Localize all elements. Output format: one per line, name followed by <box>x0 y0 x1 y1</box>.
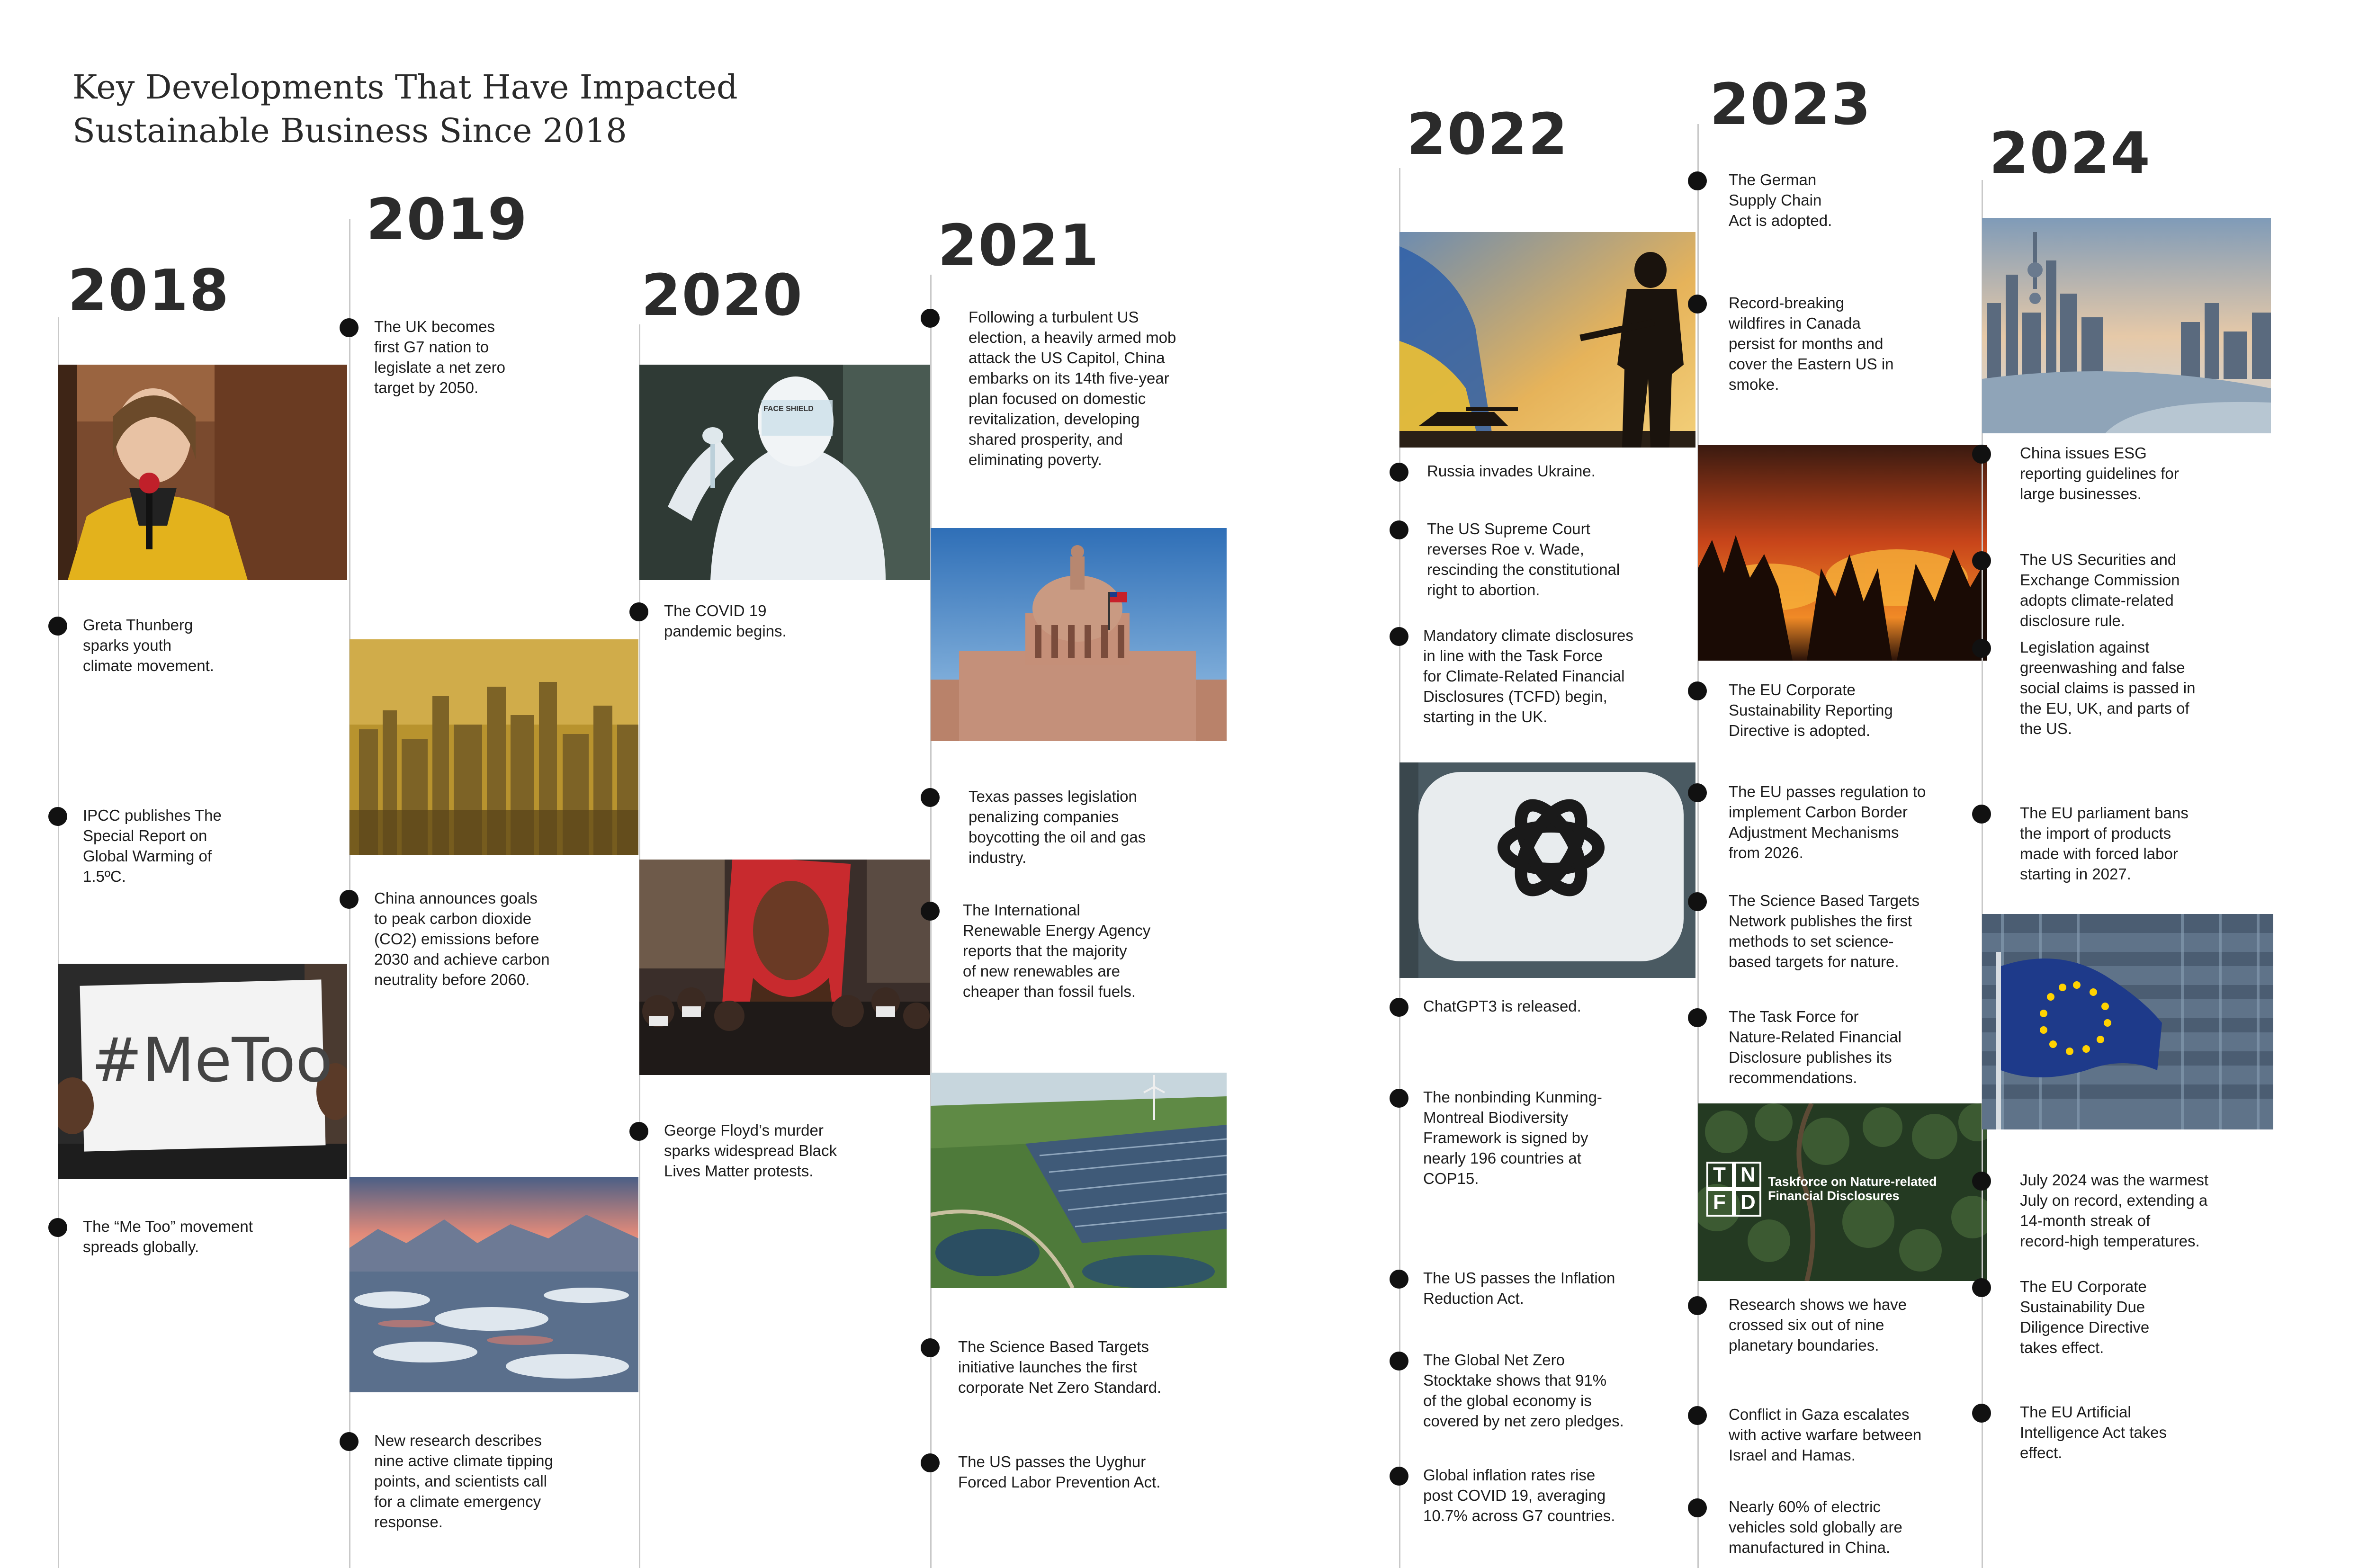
timeline-dot-icon <box>921 1338 940 1357</box>
tnfd-letter: D <box>1740 1191 1756 1214</box>
event-text: Research shows we have crossed six out of nine planetary boundaries. <box>1729 1296 1907 1354</box>
timeline-dot-icon <box>921 788 940 807</box>
timeline-dot-icon <box>1688 295 1707 314</box>
event-text: The nonbinding Kunming- Montreal Biodiversity Framework is signed by nearly 196 countries at COP15. <box>1423 1088 1602 1187</box>
photo-shanghai-skyline <box>1982 218 2271 433</box>
photo-ukraine-soldier <box>1399 232 1695 448</box>
tnfd-letter: F <box>1713 1191 1726 1214</box>
timeline-dot-icon <box>921 309 940 328</box>
timeline-dot-icon <box>629 602 648 621</box>
event-text: The Task Force for Nature-Related Financial Disclosure publishes its recommendations. <box>1729 1008 1902 1086</box>
event-text: George Floyd’s murder sparks widespread Black Lives Matter protests. <box>664 1121 837 1180</box>
event-text: Greta Thunberg sparks youth climate movement. <box>83 616 214 674</box>
timeline-dot-icon <box>1390 463 1408 482</box>
photo-greta-thunberg <box>58 365 347 580</box>
year-label: 2024 <box>1989 121 2151 187</box>
photo-tnfd-forest <box>1698 1103 1987 1281</box>
timeline-dot-icon <box>1688 1498 1707 1517</box>
photo-blm-protest <box>639 860 931 1075</box>
timeline-dot-icon <box>1688 171 1707 190</box>
tnfd-letter: T <box>1713 1163 1726 1186</box>
timeline-dot-icon <box>48 1218 67 1237</box>
photo-solar-farm <box>931 1073 1227 1288</box>
timeline-dot-icon <box>629 1122 648 1141</box>
photo-melting-ice <box>350 1177 638 1392</box>
event-text: The EU Artificial Intelligence Act takes effect. <box>2020 1403 2167 1461</box>
timeline-dot-icon <box>340 318 359 337</box>
photo-chatgpt-app <box>1399 762 1695 978</box>
event-text: Texas passes legislation penalizing companies boycotting the oil and gas industry. <box>969 788 1146 866</box>
year-label: 2020 <box>641 263 803 329</box>
timeline-dot-icon <box>1972 1278 1991 1297</box>
event-text: ChatGPT3 is released. <box>1423 997 1581 1015</box>
photo-eu-flag <box>1982 914 2273 1129</box>
event-text: Nearly 60% of electric vehicles sold globally are manufactured in China. <box>1729 1498 1902 1556</box>
event-text: The COVID 19 pandemic begins. <box>664 602 787 640</box>
event-text: Following a turbulent US election, a heavily armed mob attack the US Capitol, China embarks on its 14th five-year plan focused on domestic revitalization, developing shared prosperity, and eliminating poverty. <box>969 308 1176 468</box>
year-label: 2018 <box>68 258 230 324</box>
event-text: IPCC publishes The Special Report on Global Warming of 1.5ºC. <box>83 806 222 885</box>
timeline-dot-icon <box>1390 627 1408 646</box>
event-text: The “Me Too” movement spreads globally. <box>83 1218 253 1255</box>
timeline-dot-icon <box>1688 1008 1707 1027</box>
event-text: The EU passes regulation to implement Carbon Border Adjustment Mechanisms from 2026. <box>1729 783 1926 861</box>
event-text: The US Securities and Exchange Commission adopts climate-related disclosure rule. <box>2020 551 2180 629</box>
timeline-dot-icon <box>1688 1296 1707 1315</box>
event-text: The UK becomes first G7 nation to legislate a net zero target by 2050. <box>374 318 506 396</box>
event-text: The Global Net Zero Stocktake shows that 91% of the global economy is covered by net zero pledges. <box>1423 1351 1624 1430</box>
photo-wildfire <box>1698 445 1987 661</box>
timeline-dot-icon <box>1390 1270 1408 1289</box>
event-text: The Science Based Targets Network publishes the first methods to set science- based targets for nature. <box>1729 892 1920 970</box>
event-text: The US passes the Inflation Reduction Act. <box>1423 1269 1615 1307</box>
timeline-dot-icon <box>1390 1467 1408 1486</box>
tnfd-letter: N <box>1740 1163 1756 1186</box>
timeline-dot-icon <box>1972 805 1991 824</box>
event-text: Legislation against greenwashing and false social claims is passed in the EU, UK, and parts of the US. <box>2020 638 2196 737</box>
photo-texas-capitol <box>931 528 1227 741</box>
timeline-dot-icon <box>340 1432 359 1451</box>
event-text: Mandatory climate disclosures in line with the Task Force for Climate-Related Financial Disclosures (TCFD) begin, starting in the UK. <box>1423 627 1633 726</box>
metoo-sign-text: #MeToo <box>91 1025 333 1096</box>
event-text: Conflict in Gaza escalates with active warfare between Israel and Hamas. <box>1729 1406 1922 1464</box>
timeline-dot-icon <box>921 902 940 921</box>
timeline-line <box>930 275 932 1568</box>
timeline-dot-icon <box>340 890 359 909</box>
timeline-dot-icon <box>1972 1404 1991 1423</box>
timeline-dot-icon <box>1390 520 1408 539</box>
event-text: New research describes nine active climate tipping points, and scientists call for a climate emergency response. <box>374 1432 553 1531</box>
tnfd-caption: Taskforce on Nature-related Financial Disclosures <box>1768 1174 1937 1203</box>
timeline-dot-icon <box>921 1453 940 1472</box>
event-text: Record-breaking wildfires in Canada persist for months and cover the Eastern US in smoke. <box>1729 294 1894 393</box>
event-text: The EU Corporate Sustainability Reporting Directive is adopted. <box>1729 681 1893 739</box>
event-text: China issues ESG reporting guidelines for large businesses. <box>2020 444 2179 502</box>
chatgpt-label: ChatGPT <box>1493 920 1636 968</box>
event-text: The US passes the Uyghur Forced Labor Prevention Act. <box>958 1453 1161 1491</box>
timeline-dot-icon <box>1688 892 1707 911</box>
timeline-dot-icon <box>1390 998 1408 1017</box>
event-text: The EU parliament bans the import of products made with forced labor starting in 2027. <box>2020 804 2189 883</box>
timeline-dot-icon <box>1972 1172 1991 1191</box>
timeline-dot-icon <box>1688 681 1707 700</box>
page-title: Key Developments That Have Impacted Sustainable Business Since 2018 <box>72 68 738 150</box>
year-label: 2021 <box>938 213 1100 279</box>
photo-covid-ppe <box>639 365 931 580</box>
photo-metoo <box>58 964 347 1179</box>
timeline-dot-icon <box>48 807 67 826</box>
timeline-dot-icon <box>48 617 67 636</box>
timeline-dot-icon <box>1688 783 1707 802</box>
event-text: Russia invades Ukraine. <box>1427 462 1596 480</box>
timeline-dot-icon <box>1390 1089 1408 1108</box>
year-label: 2022 <box>1407 102 1569 168</box>
year-label: 2019 <box>366 187 528 253</box>
timeline-dot-icon <box>1972 551 1991 570</box>
timeline-line <box>1697 124 1699 1568</box>
timeline-dot-icon <box>1972 445 1991 464</box>
face-shield-text: FACE SHIELD <box>763 405 814 413</box>
timeline-dot-icon <box>1688 1406 1707 1425</box>
event-text: The EU Corporate Sustainability Due Diligence Directive takes effect. <box>2020 1278 2150 1356</box>
event-text: The International Renewable Energy Agency reports that the majority of new renewables are cheaper than fossil fuels. <box>963 901 1151 1000</box>
timeline-dot-icon <box>1972 639 1991 658</box>
event-text: The US Supreme Court reverses Roe v. Wade, rescinding the constitutional right to abortion. <box>1427 520 1620 599</box>
event-text: July 2024 was the warmest July on record, extending a 14-month streak of record-high temperatures. <box>2020 1171 2209 1250</box>
event-text: The Science Based Targets initiative launches the first corporate Net Zero Standard. <box>958 1338 1162 1396</box>
event-text: China announces goals to peak carbon dioxide (CO2) emissions before 2030 and achieve carbon neutrality before 2060. <box>374 889 550 988</box>
event-text: The German Supply Chain Act is adopted. <box>1729 171 1832 229</box>
year-label: 2023 <box>1710 72 1872 138</box>
event-text: Global inflation rates rise post COVID 19, averaging 10.7% across G7 countries. <box>1423 1466 1615 1524</box>
photo-smog-city <box>350 639 638 855</box>
timeline-dot-icon <box>1390 1352 1408 1371</box>
